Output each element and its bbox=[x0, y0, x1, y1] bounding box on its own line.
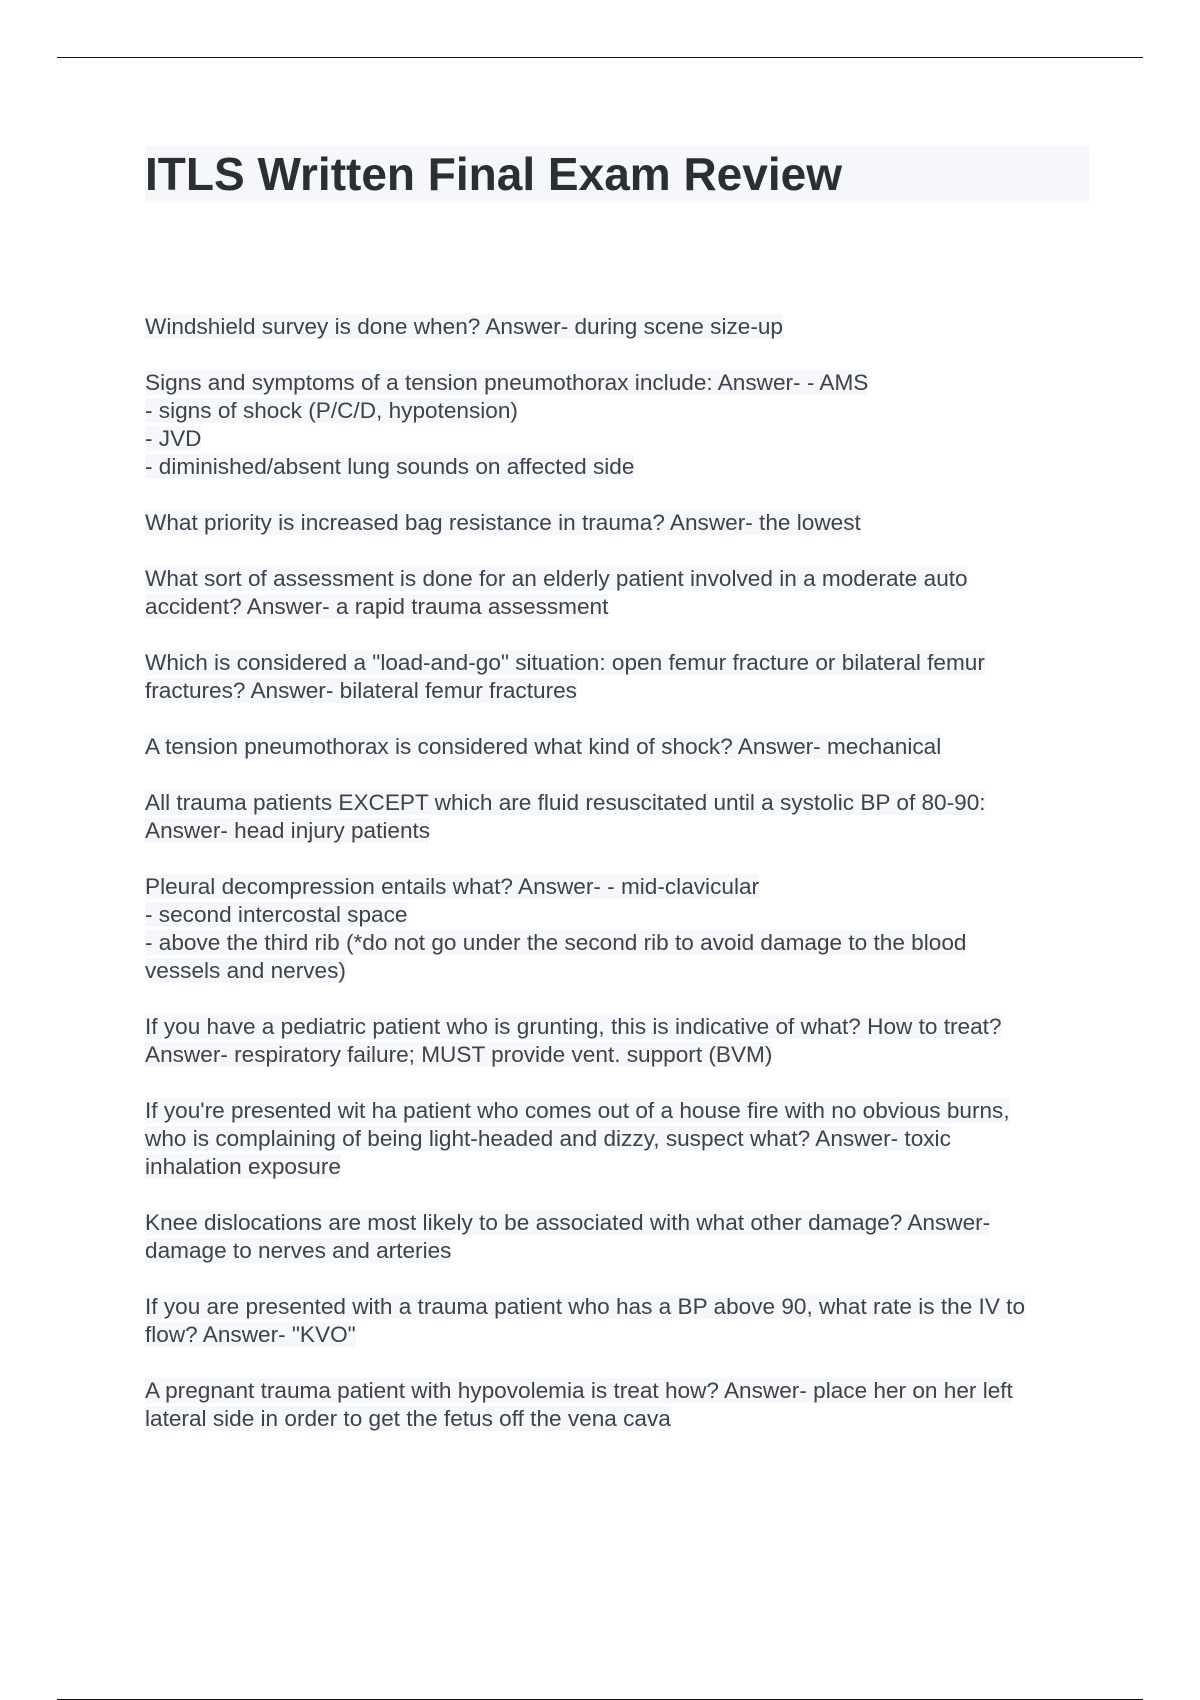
qa-entry bbox=[145, 649, 1105, 705]
qa-line bbox=[145, 677, 1105, 705]
qa-line-text: Signs and symptoms of a tension pneumothorax include: Answer- - AMS bbox=[145, 370, 869, 395]
qa-list bbox=[145, 313, 1105, 1461]
qa-entry bbox=[145, 1013, 1105, 1069]
qa-line bbox=[145, 425, 1105, 453]
qa-line-text: flow? Answer- "KVO" bbox=[145, 1322, 356, 1347]
top-divider bbox=[57, 57, 1143, 58]
qa-line-text: accident? Answer- a rapid trauma assessment bbox=[145, 594, 609, 619]
qa-line-text: Which is considered a "load-and-go" situation: open femur fracture or bilateral femur bbox=[145, 650, 985, 675]
qa-line-text: What priority is increased bag resistance in trauma? Answer- the lowest bbox=[145, 510, 861, 535]
qa-line-text: - diminished/absent lung sounds on affected side bbox=[145, 454, 635, 479]
qa-line-text: A tension pneumothorax is considered what kind of shock? Answer- mechanical bbox=[145, 734, 942, 759]
qa-entry bbox=[145, 1377, 1105, 1433]
qa-entry bbox=[145, 1209, 1105, 1265]
qa-entry bbox=[145, 733, 1105, 761]
qa-line bbox=[145, 873, 1105, 901]
qa-line bbox=[145, 1405, 1105, 1433]
qa-line-text: who is complaining of being light-headed and dizzy, suspect what? Answer- toxic bbox=[145, 1126, 951, 1151]
qa-line-text: - above the third rib (*do not go under the second rib to avoid damage to the blood bbox=[145, 930, 967, 955]
qa-line bbox=[145, 1377, 1105, 1405]
qa-line-text: Windshield survey is done when? Answer- during scene size-up bbox=[145, 314, 783, 339]
qa-line bbox=[145, 1013, 1105, 1041]
qa-line-text: If you have a pediatric patient who is grunting, this is indicative of what? How to treat? bbox=[145, 1014, 1002, 1039]
qa-line bbox=[145, 1209, 1105, 1237]
qa-line-text: - signs of shock (P/C/D, hypotension) bbox=[145, 398, 518, 423]
title-block bbox=[145, 146, 1089, 202]
qa-line bbox=[145, 313, 1105, 341]
qa-line bbox=[145, 565, 1105, 593]
qa-line bbox=[145, 397, 1105, 425]
qa-line bbox=[145, 901, 1105, 929]
qa-entry bbox=[145, 369, 1105, 481]
qa-line bbox=[145, 649, 1105, 677]
qa-line bbox=[145, 1041, 1105, 1069]
qa-line bbox=[145, 1321, 1105, 1349]
qa-entry bbox=[145, 565, 1105, 621]
qa-line-text: Answer- head injury patients bbox=[145, 818, 431, 843]
qa-line bbox=[145, 509, 1105, 537]
qa-line bbox=[145, 817, 1105, 845]
qa-line-text: Answer- respiratory failure; MUST provide vent. support (BVM) bbox=[145, 1042, 773, 1067]
qa-line-text: inhalation exposure bbox=[145, 1154, 341, 1179]
qa-line-text: What sort of assessment is done for an elderly patient involved in a moderate auto bbox=[145, 566, 968, 591]
qa-entry bbox=[145, 1097, 1105, 1181]
document-title: ITLS Written Final Exam Review bbox=[145, 148, 842, 200]
qa-line bbox=[145, 1293, 1105, 1321]
qa-line-text: vessels and nerves) bbox=[145, 958, 346, 983]
qa-line bbox=[145, 733, 1105, 761]
qa-line-text: A pregnant trauma patient with hypovolemia is treat how? Answer- place her on her left bbox=[145, 1378, 1013, 1403]
qa-line bbox=[145, 453, 1105, 481]
qa-line-text: All trauma patients EXCEPT which are fluid resuscitated until a systolic BP of 80-90: bbox=[145, 790, 986, 815]
qa-entry bbox=[145, 1293, 1105, 1349]
qa-line bbox=[145, 1125, 1105, 1153]
qa-entry bbox=[145, 313, 1105, 341]
qa-entry bbox=[145, 789, 1105, 845]
qa-line-text: lateral side in order to get the fetus off the vena cava bbox=[145, 1406, 671, 1431]
qa-line bbox=[145, 1153, 1105, 1181]
qa-line bbox=[145, 369, 1105, 397]
qa-line bbox=[145, 1097, 1105, 1125]
qa-line-text: fractures? Answer- bilateral femur fractures bbox=[145, 678, 577, 703]
qa-entry bbox=[145, 509, 1105, 537]
qa-line-text: - second intercostal space bbox=[145, 902, 408, 927]
qa-line bbox=[145, 929, 1105, 957]
qa-line bbox=[145, 593, 1105, 621]
qa-line-text: If you are presented with a trauma patient who has a BP above 90, what rate is the IV to bbox=[145, 1294, 1026, 1319]
qa-line-text: - JVD bbox=[145, 426, 202, 451]
qa-line bbox=[145, 957, 1105, 985]
qa-line bbox=[145, 789, 1105, 817]
qa-line-text: Pleural decompression entails what? Answer- - mid-clavicular bbox=[145, 874, 760, 899]
qa-line-text: If you're presented wit ha patient who comes out of a house fire with no obvious burns, bbox=[145, 1098, 1010, 1123]
qa-line-text: Knee dislocations are most likely to be associated with what other damage? Answer- bbox=[145, 1210, 991, 1235]
qa-line-text: damage to nerves and arteries bbox=[145, 1238, 452, 1263]
qa-entry bbox=[145, 873, 1105, 985]
qa-line bbox=[145, 1237, 1105, 1265]
